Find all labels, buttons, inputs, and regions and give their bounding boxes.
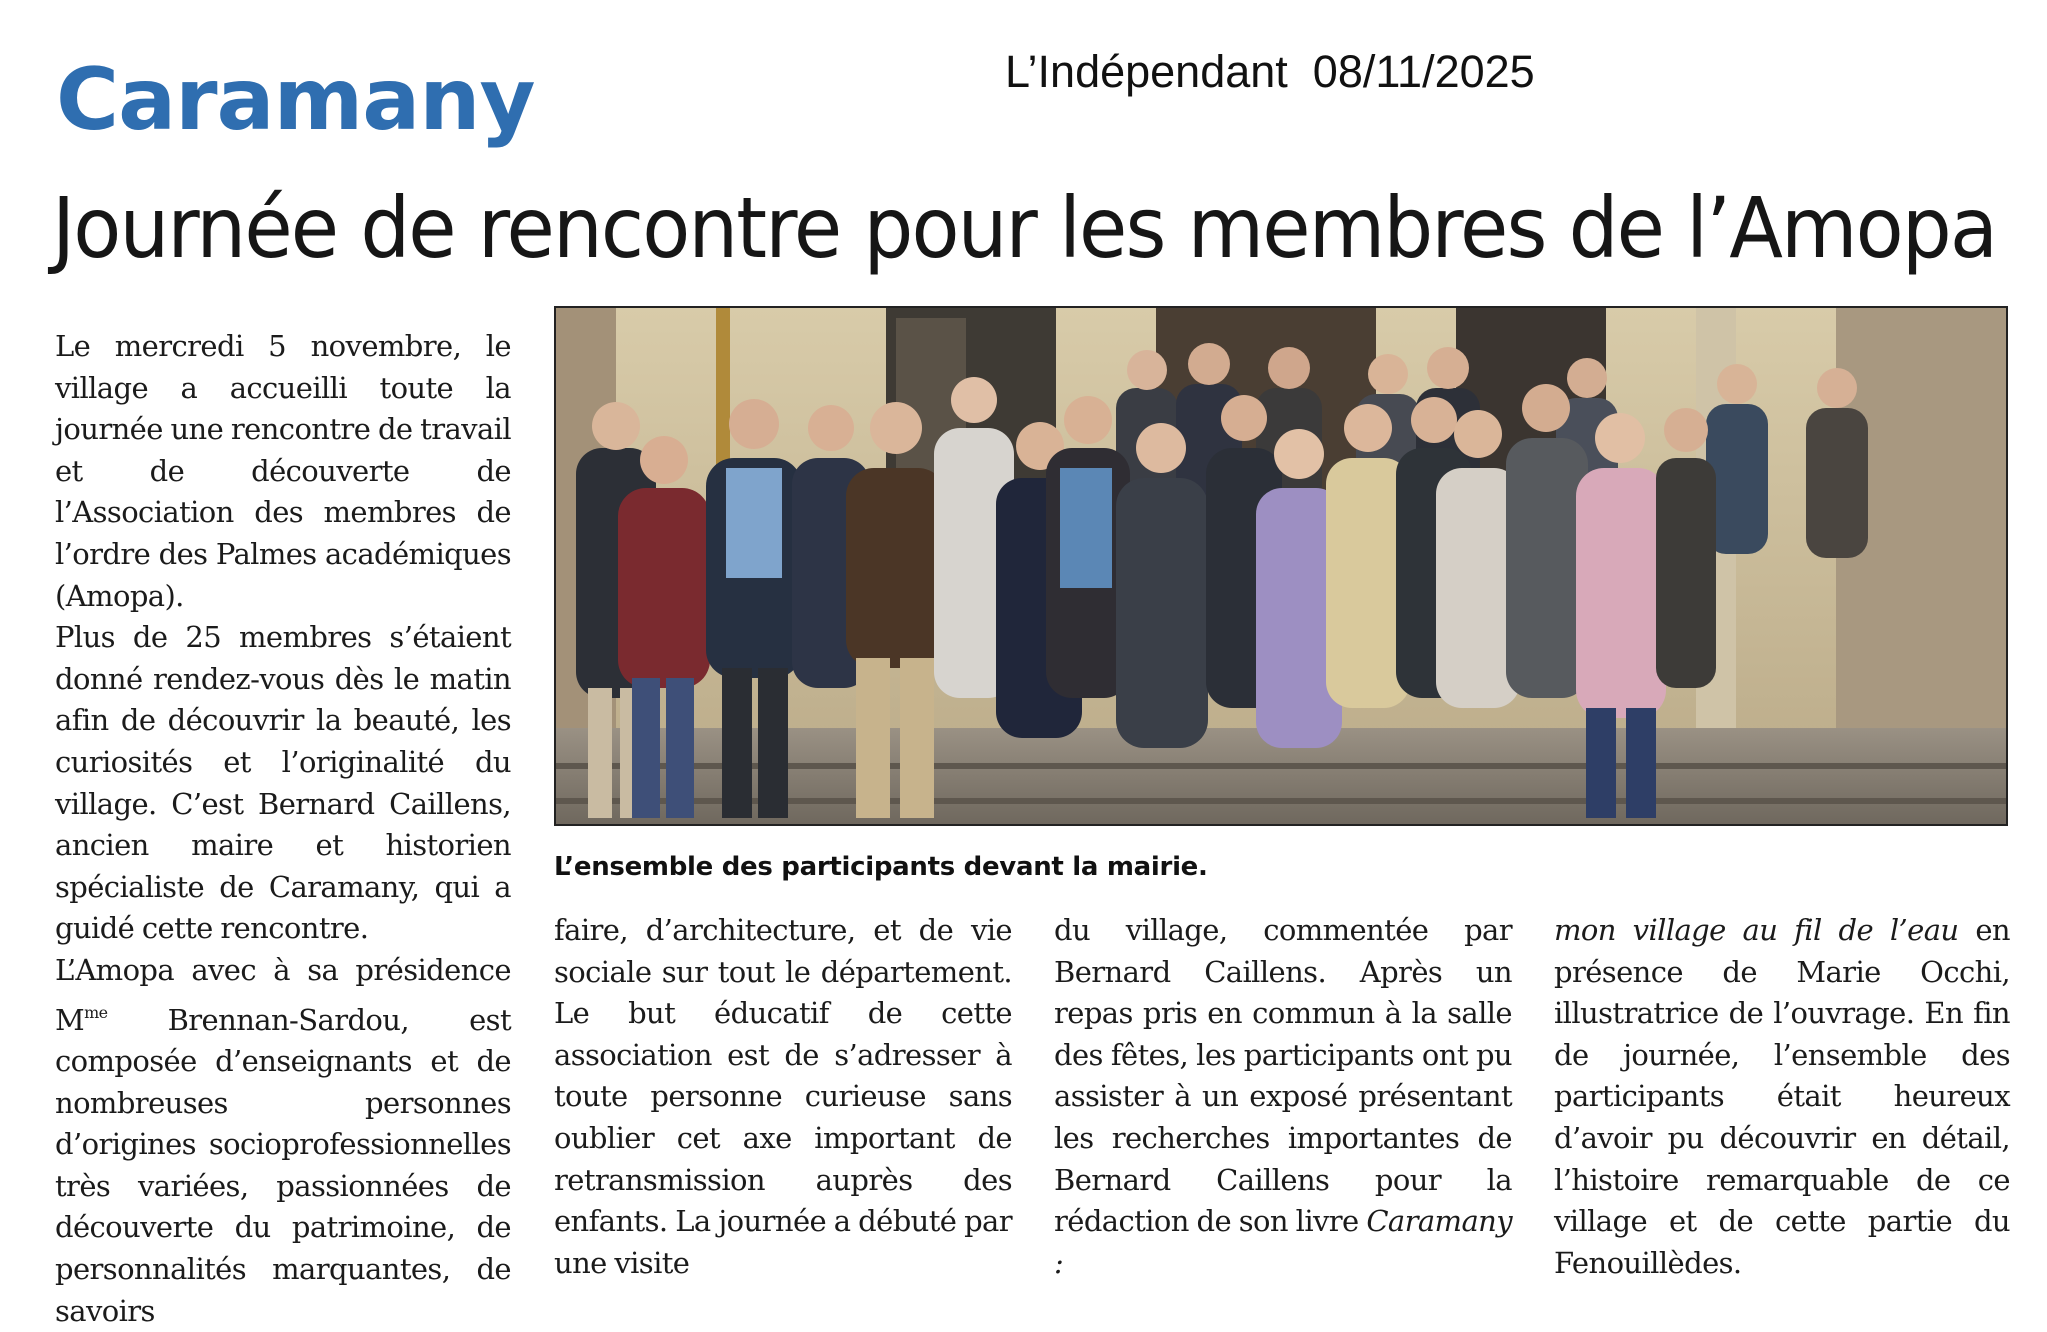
paragraph-conclusion <box>1554 910 2010 1284</box>
text-run: Brennan-Sardou, est composée d’enseignants et de nombreuses personnes d’origines socioprofessionnelles très variées, passionnées de découverte du patrimoine, de personnalités marquantes, de savoirs <box>55 1002 511 1328</box>
article-headline: Journée de rencontre pour les membres de l’Amopa <box>52 179 1997 277</box>
paragraph-intro: Le mercredi 5 novembre, le village a accueilli toute la journée une rencontre de travail et de découverte de l’Association des membres de l’ordre des Palmes académiques (Amopa). <box>55 329 511 613</box>
group-photo <box>554 306 2008 826</box>
paragraph-continued <box>1054 910 1512 1284</box>
newspaper-masthead: L’Indépendant 08/11/2025 <box>1005 46 1535 97</box>
group-photo-illustration <box>556 308 2006 824</box>
book-title-part: mon village au fil de l’eau <box>1554 913 1959 947</box>
text-run: en présence de Marie Occhi, illustratrice de l’ouvrage. En fin de journée, l’ensemble des participants était heureux d’avoir pu découvrir en détail, l’histoire remarquable de ce village et de cette partie du Fenouillèdes. <box>1554 913 2010 1280</box>
text-run: L’Amopa avec à sa présidence M <box>55 952 511 1037</box>
book-title-part: Caramany : <box>1054 1204 1512 1280</box>
article-column-3 <box>1054 910 1512 1284</box>
superscript-me: me <box>84 1002 108 1022</box>
paragraph-members: Plus de 25 membres s’étaient donné rendez-vous dès le matin afin de découvrir la beauté, les curiosités et l’originalité du village. C’est Bernard Caillens, ancien maire et historien spécialiste de Caramany, qui a guidé cette rencontre. <box>55 620 511 946</box>
paragraph-continued: faire, d’architecture, et de vie sociale sur tout le département. Le but éducatif de cette association est de s’adresser à toute personne curieuse sans oublier cet axe important de retransmission auprès des enfants. La journée a débuté par une visite <box>554 913 1012 1280</box>
photo-caption: L’ensemble des participants devant la mairie. <box>554 852 1208 882</box>
paragraph-amopa <box>55 950 511 1332</box>
article-column-1 <box>55 326 511 1332</box>
section-label: Caramany <box>56 50 535 150</box>
article-column-2 <box>554 910 1012 1284</box>
article-column-4 <box>1554 910 2010 1284</box>
text-run: du village, commentée par Bernard Caillens. Après un repas pris en commun à la salle des fêtes, les participants ont pu assister à un exposé présentant les recherches importantes de Bernard Caillens pour la rédaction de son livre <box>1054 913 1512 1239</box>
